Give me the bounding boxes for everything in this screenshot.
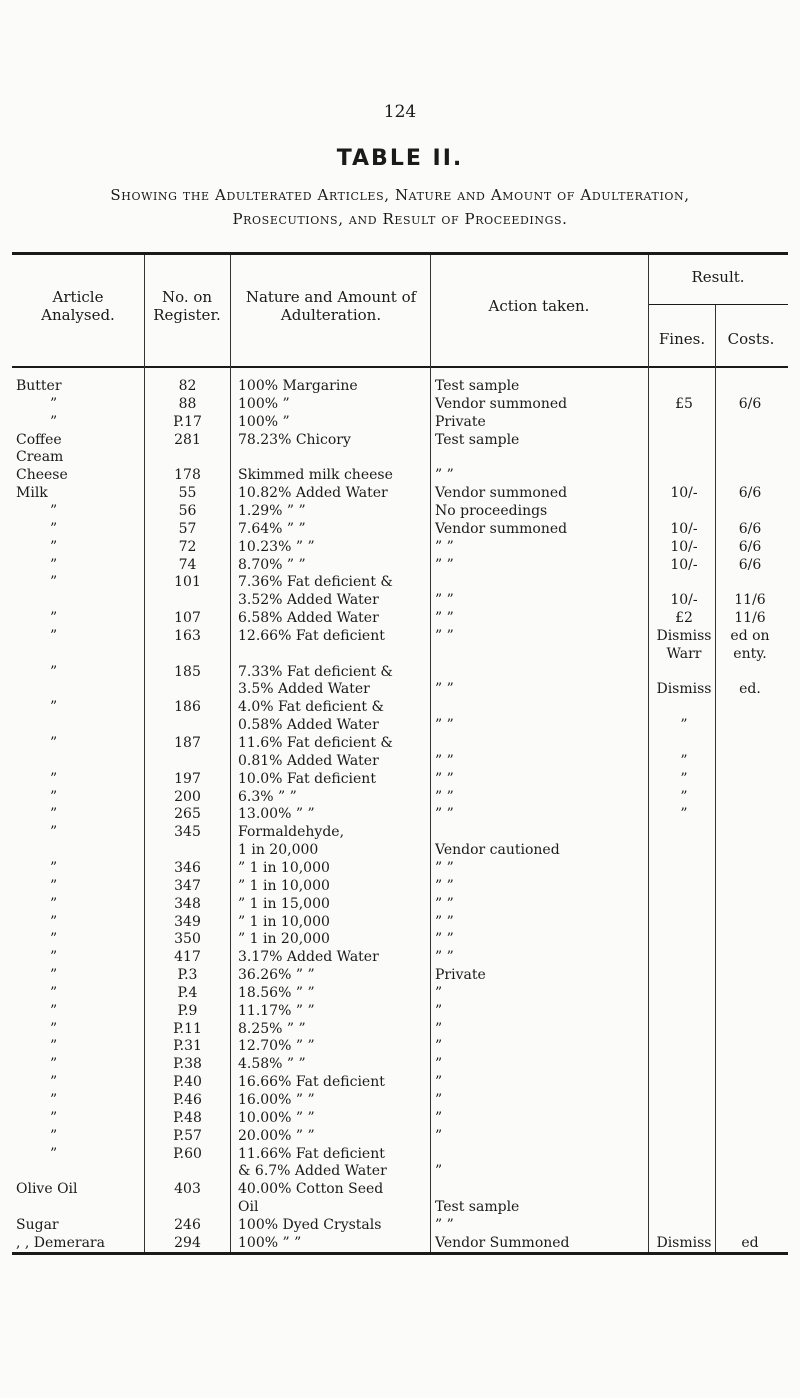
header-fines: Fines. (658, 330, 706, 348)
cell-action: ” ” (435, 557, 454, 573)
cell-nature: 100% Dyed Crystals (238, 1217, 382, 1233)
cell-reg: 57 (178, 521, 197, 537)
table-bottom-rule (12, 1252, 788, 1255)
cell-article: ” (50, 1056, 58, 1072)
cell-action: ” ” (435, 914, 454, 930)
cell-reg: 246 (174, 1217, 201, 1233)
cell-nature: 40.00% Cotton Seed (238, 1181, 384, 1197)
cell-action: ” ” (435, 789, 454, 805)
cell-article: ” (50, 735, 58, 751)
cell-reg: 265 (174, 806, 201, 822)
cell-reg: 348 (174, 896, 201, 912)
cell-action: ” ” (435, 592, 454, 608)
col-divider-2 (230, 255, 231, 1252)
table-top-rule (12, 252, 788, 255)
cell-fines: 10/- (670, 485, 698, 501)
cell-article: ” (50, 771, 58, 787)
cell-nature: 20.00% ” ” (238, 1128, 315, 1144)
cell-article: ” (50, 503, 58, 519)
cell-action: ” ” (435, 753, 454, 769)
cell-fines: Dismiss (656, 1235, 712, 1251)
cell-article: , , Demerara (16, 1235, 105, 1251)
page-number: 124 (383, 102, 417, 122)
cell-fines: 10/- (670, 557, 698, 573)
cell-reg: 88 (178, 396, 197, 412)
cell-fines: Warr (666, 646, 702, 662)
cell-nature: ” 1 in 10,000 (238, 878, 330, 894)
cell-nature: Skimmed milk cheese (238, 467, 393, 483)
cell-nature: 11.6% Fat deficient & (238, 735, 393, 751)
cell-reg: 72 (178, 539, 197, 555)
cell-action: ” ” (435, 610, 454, 626)
cell-nature: ” 1 in 10,000 (238, 914, 330, 930)
cell-action: Private (435, 414, 486, 430)
cell-action: ” (435, 985, 443, 1001)
cell-action: Test sample (435, 1199, 520, 1215)
table-subtitle-line2: Prosecutions, and Result of Proceedings. (232, 210, 568, 228)
cell-reg: 345 (174, 824, 201, 840)
cell-action: ” (435, 1003, 443, 1019)
cell-nature: 8.25% ” ” (238, 1021, 306, 1037)
cell-nature: 12.66% Fat deficient (238, 628, 385, 644)
header-result: Result. (691, 268, 745, 286)
cell-article: ” (50, 1110, 58, 1126)
cell-article: Milk (16, 485, 48, 501)
cell-reg: P.48 (173, 1110, 202, 1126)
cell-fines: Dismiss (656, 681, 712, 697)
cell-reg: 186 (174, 699, 201, 715)
cell-nature: 1 in 20,000 (238, 842, 319, 858)
cell-action: ” ” (435, 860, 454, 876)
table-subtitle-line1: Showing the Adulterated Articles, Nature and Amount of Adulteration, (110, 186, 690, 204)
cell-article: ” (50, 414, 58, 430)
cell-nature: 6.58% Added Water (238, 610, 379, 626)
cell-nature: 4.0% Fat deficient & (238, 699, 384, 715)
cell-reg: 55 (178, 485, 197, 501)
cell-nature: 16.00% ” ” (238, 1092, 315, 1108)
cell-fines: ” (680, 771, 688, 787)
cell-action: Vendor summoned (435, 485, 568, 501)
cell-reg: 281 (174, 432, 201, 448)
cell-nature: 7.36% Fat deficient & (238, 574, 393, 590)
cell-nature: Oil (238, 1199, 259, 1215)
table-title: TABLE II. (336, 146, 464, 171)
cell-reg: 107 (174, 610, 201, 626)
cell-costs: 11/6 (734, 610, 766, 626)
cell-action: ” ” (435, 949, 454, 965)
cell-article: ” (50, 931, 58, 947)
cell-nature: 7.33% Fat deficient & (238, 664, 393, 680)
cell-action: ” ” (435, 467, 454, 483)
cell-reg: 187 (174, 735, 201, 751)
cell-costs: 6/6 (738, 521, 762, 537)
cell-nature: 1.29% ” ” (238, 503, 306, 519)
cell-nature: 3.5% Added Water (238, 681, 370, 697)
cell-nature: 12.70% ” ” (238, 1038, 315, 1054)
cell-article: ” (50, 896, 58, 912)
cell-article: ” (50, 1146, 58, 1162)
cell-action: ” ” (435, 1217, 454, 1233)
cell-article: ” (50, 610, 58, 626)
col-divider-3 (430, 255, 431, 1252)
cell-article: ” (50, 699, 58, 715)
cell-article: ” (50, 1128, 58, 1144)
cell-article: ” (50, 949, 58, 965)
cell-article: ” (50, 1092, 58, 1108)
cell-article: ” (50, 806, 58, 822)
cell-nature: 100% ” (238, 396, 290, 412)
cell-article: ” (50, 574, 58, 590)
cell-reg: 185 (174, 664, 201, 680)
cell-nature: 3.17% Added Water (238, 949, 379, 965)
cell-article: ” (50, 914, 58, 930)
cell-nature: 100% ” ” (238, 1235, 302, 1251)
cell-nature: ” 1 in 15,000 (238, 896, 330, 912)
header-action: Action taken. (488, 297, 590, 315)
cell-article: Cream (16, 449, 64, 465)
cell-reg: P.46 (173, 1092, 202, 1108)
cell-fines: ” (680, 806, 688, 822)
header-register: No. on Register. (153, 288, 221, 324)
cell-action: ” ” (435, 539, 454, 555)
cell-action: ” ” (435, 896, 454, 912)
cell-article: ” (50, 789, 58, 805)
cell-article: ” (50, 860, 58, 876)
cell-nature: 3.52% Added Water (238, 592, 379, 608)
cell-article: ” (50, 664, 58, 680)
cell-nature: ” 1 in 20,000 (238, 931, 330, 947)
cell-action: Private (435, 967, 486, 983)
cell-reg: 294 (174, 1235, 201, 1251)
cell-fines: ” (680, 717, 688, 733)
cell-article: ” (50, 1021, 58, 1037)
cell-costs: enty. (733, 646, 767, 662)
cell-costs: ed (741, 1235, 759, 1251)
cell-costs: 6/6 (738, 539, 762, 555)
cell-reg: P.60 (173, 1146, 202, 1162)
header-costs: Costs. (727, 330, 775, 348)
cell-fines: Dismiss (656, 628, 712, 644)
cell-reg: 347 (174, 878, 201, 894)
cell-action: ” ” (435, 628, 454, 644)
cell-reg: 403 (174, 1181, 201, 1197)
cell-action: ” (435, 1074, 443, 1090)
header-nature: Nature and Amount of Adulteration. (245, 288, 417, 324)
cell-nature: 7.64% ” ” (238, 521, 306, 537)
cell-reg: 163 (174, 628, 201, 644)
cell-nature: 18.56% ” ” (238, 985, 315, 1001)
cell-reg: 56 (178, 503, 197, 519)
cell-article: ” (50, 557, 58, 573)
cell-nature: 100% Margarine (238, 378, 358, 394)
cell-reg: 82 (178, 378, 197, 394)
cell-reg: 74 (178, 557, 197, 573)
cell-reg: P.4 (177, 985, 198, 1001)
cell-nature: 6.3% ” ” (238, 789, 297, 805)
col-divider-4 (648, 255, 649, 1252)
cell-nature: ” 1 in 10,000 (238, 860, 330, 876)
cell-reg: 178 (174, 467, 201, 483)
cell-nature: 11.17% ” ” (238, 1003, 315, 1019)
cell-nature: 36.26% ” ” (238, 967, 315, 983)
cell-nature: 16.66% Fat deficient (238, 1074, 385, 1090)
cell-reg: P.17 (173, 414, 202, 430)
cell-costs: 6/6 (738, 557, 762, 573)
cell-article: Cheese (16, 467, 68, 483)
cell-action: Vendor summoned (435, 396, 568, 412)
cell-article: Sugar (16, 1217, 59, 1233)
cell-nature: 0.81% Added Water (238, 753, 379, 769)
cell-action: ” (435, 1092, 443, 1108)
cell-action: ” ” (435, 681, 454, 697)
cell-action: ” ” (435, 878, 454, 894)
cell-action: ” (435, 1038, 443, 1054)
cell-costs: ed. (739, 681, 761, 697)
cell-fines: 10/- (670, 521, 698, 537)
cell-nature: 10.23% ” ” (238, 539, 315, 555)
cell-reg: 417 (174, 949, 201, 965)
cell-article: ” (50, 878, 58, 894)
cell-nature: 0.58% Added Water (238, 717, 379, 733)
cell-costs: 6/6 (738, 396, 762, 412)
cell-costs: ed on (730, 628, 770, 644)
cell-article: ” (50, 521, 58, 537)
cell-nature: & 6.7% Added Water (238, 1163, 387, 1179)
cell-article: ” (50, 1038, 58, 1054)
header-article: Article Analysed. (41, 288, 115, 324)
cell-reg: 197 (174, 771, 201, 787)
cell-nature: 10.00% ” ” (238, 1110, 315, 1126)
cell-nature: 4.58% ” ” (238, 1056, 306, 1072)
cell-nature: 100% ” (238, 414, 290, 430)
cell-article: ” (50, 967, 58, 983)
cell-reg: P.11 (173, 1021, 202, 1037)
cell-fines: £2 (675, 610, 693, 626)
cell-action: ” ” (435, 771, 454, 787)
cell-nature: 10.82% Added Water (238, 485, 388, 501)
cell-article: Butter (16, 378, 62, 394)
cell-action: ” (435, 1163, 443, 1179)
cell-nature: 8.70% ” ” (238, 557, 306, 573)
cell-article: ” (50, 628, 58, 644)
cell-article: Coffee (16, 432, 62, 448)
cell-fines: ” (680, 753, 688, 769)
cell-reg: P.57 (173, 1128, 202, 1144)
cell-fines: £5 (675, 396, 693, 412)
result-subheader-rule (648, 304, 788, 305)
cell-action: Vendor summoned (435, 521, 568, 537)
cell-action: ” (435, 1128, 443, 1144)
cell-costs: 11/6 (734, 592, 766, 608)
cell-article: ” (50, 1003, 58, 1019)
cell-nature: 11.66% Fat deficient (238, 1146, 385, 1162)
cell-nature: 10.0% Fat deficient (238, 771, 376, 787)
cell-reg: 101 (174, 574, 201, 590)
cell-action: ” (435, 1110, 443, 1126)
cell-action: ” ” (435, 806, 454, 822)
cell-action: Vendor cautioned (435, 842, 560, 858)
cell-fines: 10/- (670, 539, 698, 555)
cell-reg: P.3 (177, 967, 198, 983)
cell-action: Test sample (435, 378, 520, 394)
cell-nature: 13.00% ” ” (238, 806, 315, 822)
cell-article: ” (50, 396, 58, 412)
col-divider-5 (715, 305, 716, 1252)
cell-reg: 350 (174, 931, 201, 947)
cell-action: Vendor Summoned (435, 1235, 570, 1251)
cell-article: ” (50, 1074, 58, 1090)
cell-reg: 200 (174, 789, 201, 805)
cell-reg: P.31 (173, 1038, 202, 1054)
cell-article: ” (50, 824, 58, 840)
cell-action: ” ” (435, 717, 454, 733)
cell-action: ” ” (435, 931, 454, 947)
cell-article: Olive Oil (16, 1181, 78, 1197)
cell-fines: 10/- (670, 592, 698, 608)
cell-nature: 78.23% Chicory (238, 432, 351, 448)
cell-costs: 6/6 (738, 485, 762, 501)
cell-nature: Formaldehyde, (238, 824, 345, 840)
cell-action: No proceedings (435, 503, 548, 519)
cell-reg: P.40 (173, 1074, 202, 1090)
cell-action: ” (435, 1021, 443, 1037)
cell-reg: P.38 (173, 1056, 202, 1072)
cell-action: Test sample (435, 432, 520, 448)
cell-article: ” (50, 539, 58, 555)
cell-reg: 346 (174, 860, 201, 876)
cell-fines: ” (680, 789, 688, 805)
cell-action: ” (435, 1056, 443, 1072)
cell-reg: 349 (174, 914, 201, 930)
cell-article: ” (50, 985, 58, 1001)
header-bottom-rule (12, 366, 788, 368)
cell-reg: P.9 (177, 1003, 198, 1019)
